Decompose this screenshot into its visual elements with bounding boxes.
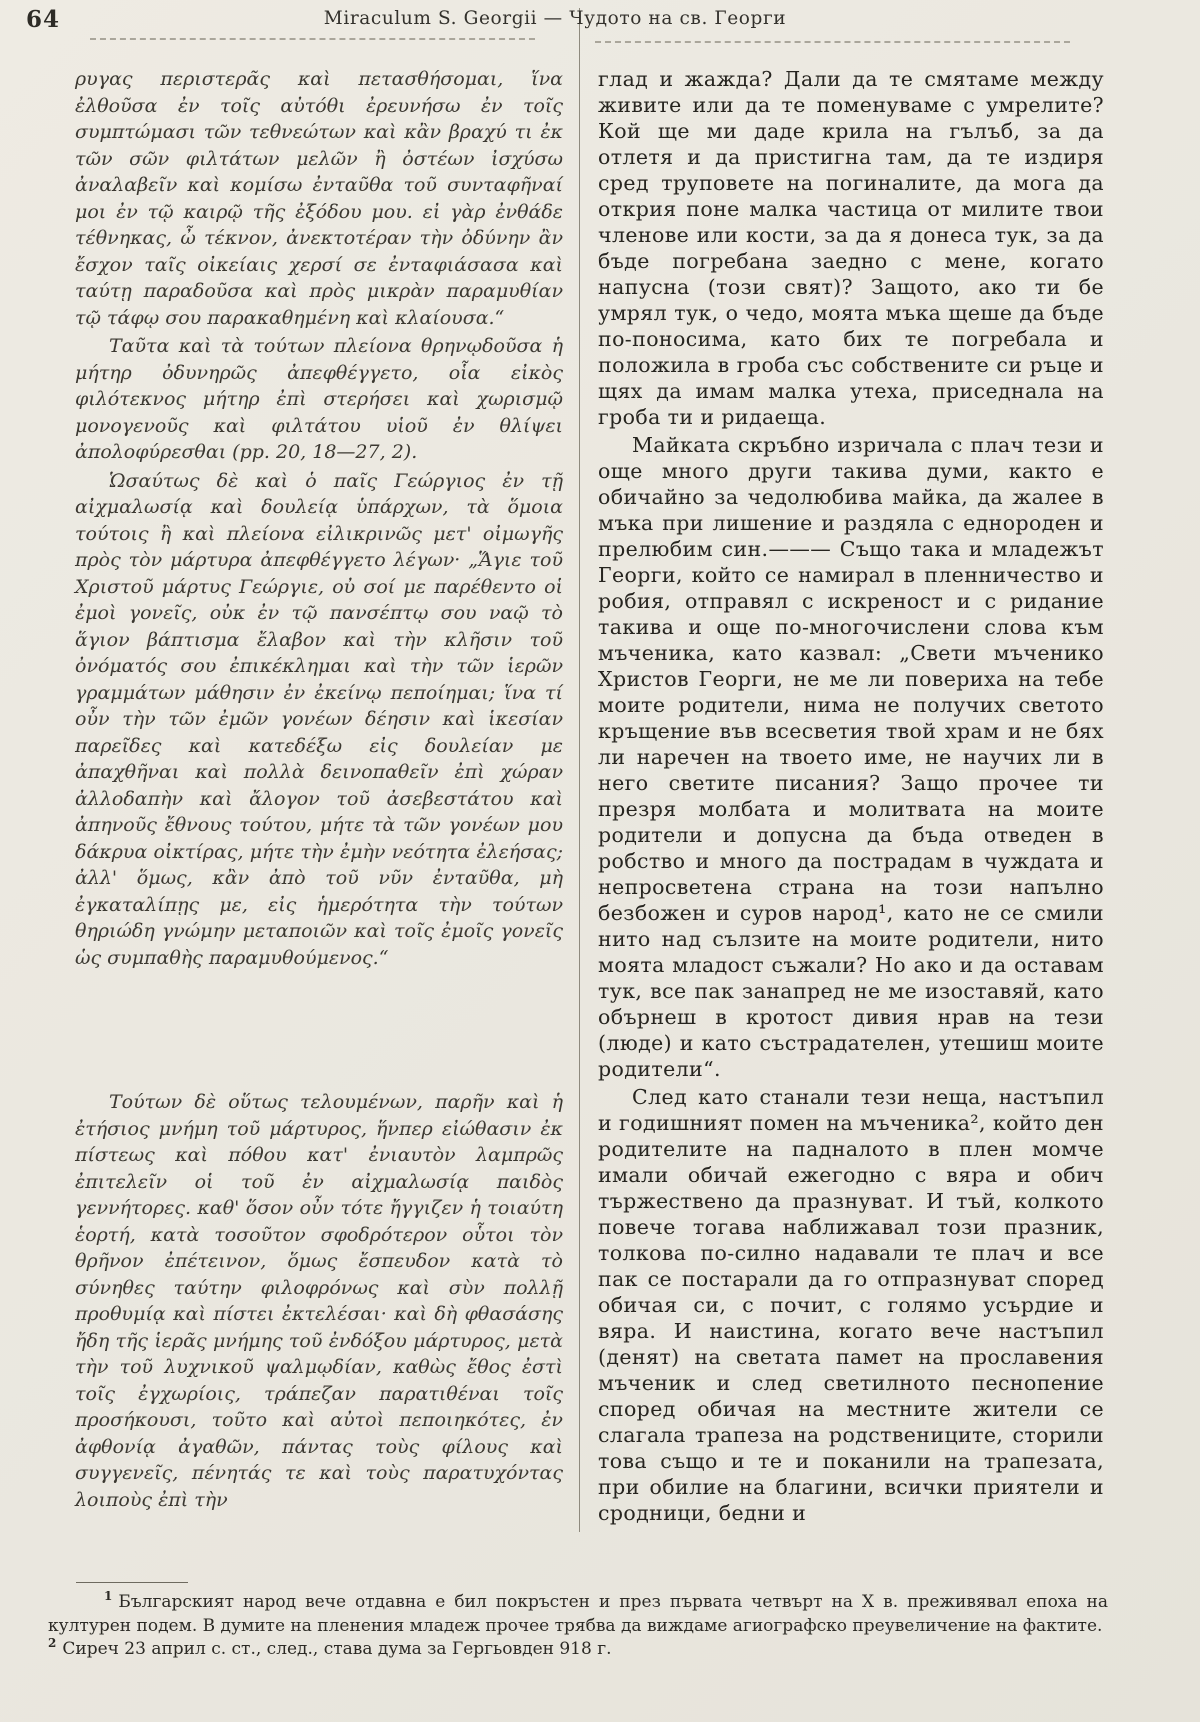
- page-header: [0, 0, 1200, 52]
- footnote-separator-rule: [76, 1582, 188, 1583]
- bulgarian-text-column: [598, 66, 1104, 1532]
- header-rule-left: [90, 38, 535, 40]
- greek-paragraph: ρυγας περιστερᾶς καὶ πετασθήσομαι, ἵνα ἐλθοῦσα ἐν τοῖς αὐτόθι ἐρευνήσω ἐν τοῖς συμπτώμασι τῶν τεθνεώτων καὶ κἂν βραχύ τι ἐκ τῶν σῶν φιλτάτων μελῶν ἢ ὀστέων ἰσχύσω ἀναλαβεῖν καὶ κομίσω ἐνταῦθα τοῦ συνταφῆναί μοι ἐν τῷ καιρῷ τῆς ἐξόδου μου. εἰ γὰρ ἐνθάδε τέθνηκας, ὦ τέκνον, ἀνεκτοτέραν τὴν ὀδύνην ἂν ἔσχον ταῖς οἰκείαις χερσί σε ἐνταφιάσασα καὶ ταύτῃ παραδοῦσα καὶ πρὸς μικρὰν παραμυθίαν τῷ τάφῳ σου παρακαθημένη καὶ κλαίουσα.“: [75, 68, 563, 329]
- footnote: [48, 1591, 1108, 1638]
- footnotes-section: [48, 1582, 1108, 1662]
- bulgarian-paragraph: Майката скръбно изричала с плач тези и още много други такива думи, както е обичайно за чедолюбива майка, да жалее в мъка при лишение и раздяла с еднороден и прелюбим син.——— Също така и младежът Георги, който се намирал в пленничество и робия, отправял с искреност и с ридание такива и още по-многочислени слова към мъченика, като казвал: „Свети мъченико Христов Георги, не ме ли повериха на тебе моите родители, нима не получих светото кръщение във всесветия твой храм и не бях ли наречен на твоето име, не научих ли в него светите писания? Защо прочее ти презря молбата и молитвата на моите родители и допусна да бъда отведен в робство и много да пострадам в чуждата и непросветена страна на този напълно безбожен и суров народ¹, като не се смили нито над сълзите на моите родители, нито моята младост съжали? Но ако и да оставам тук, все пак занапред не ме изоставяй, като обърнеш в кротост дивия нрав на тези (люде) и като състрадателен, утешиш моите родители“.: [598, 433, 1104, 1081]
- two-column-text-block: [0, 52, 1200, 1532]
- page-number: 64: [26, 6, 61, 33]
- footnote-text: Сиреч 23 април с. ст., след., става дума за Гергьовден 918 г.: [62, 1639, 612, 1659]
- footnote-marker: 1: [104, 1589, 113, 1604]
- column-divider-rule: [579, 8, 580, 1532]
- running-header-title: Miraculum S. Georgii — Чудото на св. Георги: [323, 8, 787, 29]
- greek-paragraph: Ὡσαύτως δὲ καὶ ὁ παῖς Γεώργιος ἐν τῇ αἰχμαλωσίᾳ καὶ δουλείᾳ ὑπάρχων, τὰ ὅμοια τούτοις ἢ καὶ πλείονα εἰλικρινῶς μετ' οἰμωγῆς πρὸς τὸν μάρτυρα ἀπεφθέγγετο λέγων· „Ἅγιε τοῦ Χριστοῦ μάρτυς Γεώργιε, οὐ σοί με παρέθεντο οἱ ἐμοὶ γονεῖς, οὐκ ἐν τῷ πανσέπτῳ σου ναῷ τὸ ἅγιον βάπτισμα ἔλαβον καὶ τὴν κλῆσιν τοῦ ὀνόματός σου ἐπικέκλημαι καὶ τὴν τῶν ἱερῶν γραμμάτων μάθησιν ἐν ἐκείνῳ πεποίημαι; ἵνα τί οὖν τὴν τῶν ἐμῶν γονέων δέησιν καὶ ἱκεσίαν παρεῖδες καὶ κατεδέξω εἰς δουλείαν με ἀπαχθῆναι καὶ πολλὰ δεινοπαθεῖν ἐπὶ χώραν ἀλλοδαπὴν καὶ ἄλογον τοῦ ἀσεβεστάτου καὶ ἀπηνοῦς ἔθνους τούτου, μήτε τὰ τῶν γονέων μου δάκρυα οἰκτίρας, μήτε τὴν ἐμὴν νεότητα ἐλεήσας; ἀλλ' ὅμως, κἂν ἀπὸ τοῦ νῦν ἐνταῦθα, μὴ ἐγκαταλίπῃς με, εἰς ἡμερότητα τὴν τούτων θηριώδη γνώμην μεταποιῶν καὶ τοῖς ἐμοῖς γονεῖς ὡς συμπαθὴς παραμυθούμενος.“: [75, 469, 563, 969]
- footnote-text: Българският народ вече отдавна е бил покръстен и през първата четвърт на X в. преживявал епоха на културен подем. В думите на пленения младеж прочее трябва да виждаме агиографско преувеличение на фактите.: [48, 1592, 1108, 1636]
- footnote: [48, 1638, 1108, 1662]
- footnote-marker: 2: [48, 1636, 57, 1651]
- bulgarian-paragraph: След като станали тези неща, настъпил и годишният помен на мъченика², който ден родителите на падналото в плен момче имали обичай ежегодно с вяра и обич тържествено да празнуват. И тъй, колкото повече тогава наближавал този празник, толкова по-силно надавали те плач и все пак се постарали да го отпразнуват според обичая си, с почит, с голямо усърдие и вяра. И наистина, когато вече настъпил (денят) на светата памет на прославения мъченик и след светилното песнопение според обичая на местните жители се слагала трапеза на родствениците, сторили това също и те и поканили на трапезата, при обилие на благини, всички приятели и сродници, бедни и: [598, 1085, 1104, 1525]
- header-rule-right: [595, 41, 1070, 43]
- greek-paragraph: Ταῦτα καὶ τὰ τούτων πλείονα θρηνῳδοῦσα ἡ μήτηρ ὀδυνηρῶς ἀπεφθέγγετο, οἷα εἰκὸς φιλότεκνος μήτηρ ἐπὶ στερήσει καὶ χωρισμῷ μονογενοῦς καὶ φιλτάτου υἱοῦ ἐν θλίψει ἀπολοφύρεσθαι (pp. 20, 18—27, 2).: [75, 335, 563, 463]
- greek-paragraph: Τούτων δὲ οὕτως τελουμένων, παρῆν καὶ ἡ ἐτήσιος μνήμη τοῦ μάρτυρος, ἥνπερ εἰώθασιν ἐκ πίστεως καὶ πόθου κατ' ἐνιαυτὸν λαμπρῶς ἐπιτελεῖν οἱ τοῦ ἐν αἰχμαλωσίᾳ παιδὸς γεννήτορες. καθ' ὅσον οὖν τότε ἤγγιζεν ἡ τοιαύτη ἑορτή, κατὰ τοσοῦτον σφοδρότερον οὗτοι τὸν θρῆνον ἐπέτεινον, ὅμως ἔσπευδον κατὰ τὸ σύνηθες ταύτην φιλοφρόνως καὶ σὺν πολλῇ προθυμίᾳ καὶ πίστει ἐκτελέσαι· καὶ δὴ φθασάσης ἤδη τῆς ἱερᾶς μνήμης τοῦ ἐνδόξου μάρτυρος, μετὰ τὴν τοῦ λυχνικοῦ ψαλμῳδίαν, καθὼς ἔθος ἐστὶ τοῖς ἐγχωρίοις, τράπεζαν παρατιθέναι τοῖς προσήκουσι, τοῦτο καὶ αὐτοὶ πεποιηκότες, ἐν ἀφθονίᾳ ἀγαθῶν, πάντας τοὺς φίλους καὶ συγγενεῖς, πένητάς τε καὶ τοὺς παρατυχόντας λοιποὺς ἐπὶ τὴν: [75, 1091, 563, 1511]
- greek-text-column: [75, 66, 563, 1532]
- bulgarian-paragraph: глад и жажда? Дали да те смятаме между живите или да те поменуваме с умрелите? Кой ще ми даде крила на гълъб, за да отлетя и да пристигна там, да те издиря сред труповете на погиналите, да мога да открия поне малка частица от милите твои членове или кости, за да я донеса тук, за да бъде погребана заедно с мене, когато напусна (този свят)? Защото, ако ти бе умрял тук, о чедо, моята мъка щеше да бъде по-поносима, като бих те погребала и положила в гроба със собствените си ръце и щях да имам малка утеха, приседнала на гроба ти и ридаеща.: [598, 67, 1104, 429]
